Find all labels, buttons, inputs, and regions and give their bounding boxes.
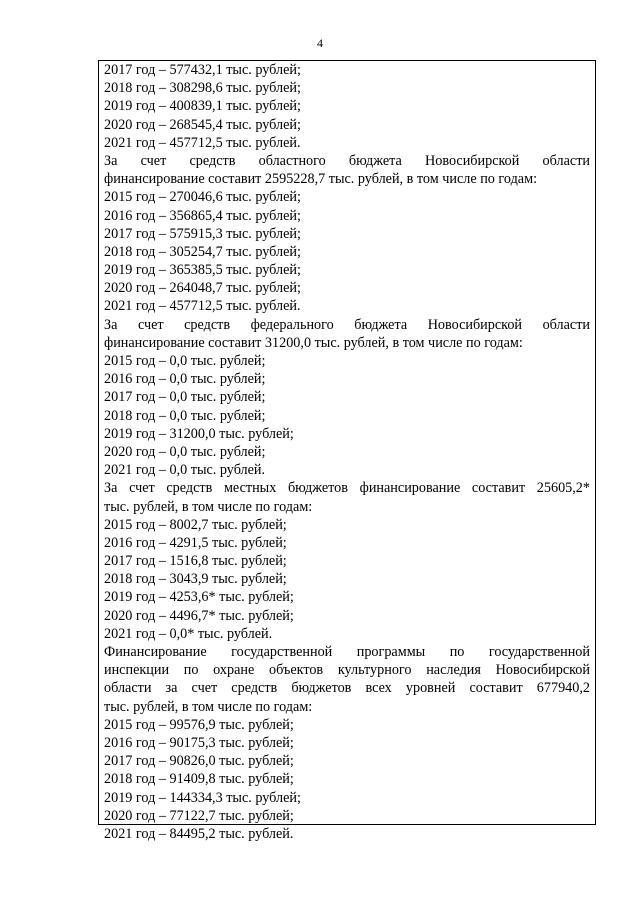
text-line: 2019 год – 144334,3 тыс. рублей; bbox=[104, 789, 301, 806]
text-line: 2018 год – 305254,7 тыс. рублей; bbox=[104, 243, 301, 260]
text-line: 2021 год – 457712,5 тыс. рублей. bbox=[104, 298, 301, 315]
text-line: инспекции по охране объектов культурного наследия Новосибирской bbox=[104, 662, 590, 679]
text-lines bbox=[104, 61, 590, 843]
page-number: 4 bbox=[317, 36, 323, 50]
text-line: 2015 год – 99576,9 тыс. рублей; bbox=[104, 716, 294, 733]
document-text-box bbox=[98, 60, 596, 842]
text-line: 2015 год – 270046,6 тыс. рублей; bbox=[104, 189, 301, 206]
text-line: 2019 год – 31200,0 тыс. рублей; bbox=[104, 425, 294, 442]
text-line: финансирование составит 31200,0 тыс. рублей, в том числе по годам: bbox=[104, 334, 523, 351]
text-line: области за счет средств бюджетов всех уровней составит 677940,2 bbox=[104, 680, 590, 697]
text-line: 2016 год – 4291,5 тыс. рублей; bbox=[104, 534, 287, 551]
text-line: 2017 год – 575915,3 тыс. рублей; bbox=[104, 225, 301, 242]
text-line: тыс. рублей, в том числе по годам: bbox=[104, 498, 313, 515]
text-line: 2016 год – 356865,4 тыс. рублей; bbox=[104, 207, 301, 224]
text-line: 2020 год – 264048,7 тыс. рублей; bbox=[104, 280, 301, 297]
text-line: 2017 год – 1516,8 тыс. рублей; bbox=[104, 553, 287, 570]
text-line: 2020 год – 4496,7* тыс. рублей; bbox=[104, 607, 294, 624]
text-line: 2018 год – 91409,8 тыс. рублей; bbox=[104, 771, 294, 788]
text-line: 2015 год – 0,0 тыс. рублей; bbox=[104, 353, 266, 369]
text-line: тыс. рублей, в том числе по годам: bbox=[104, 698, 313, 715]
text-line: 2018 год – 3043,9 тыс. рублей; bbox=[104, 571, 287, 588]
text-line: 2017 год – 90826,0 тыс. рублей; bbox=[104, 753, 294, 770]
text-line: 2019 год – 4253,6* тыс. рублей; bbox=[104, 589, 294, 606]
text-line: 2017 год – 0,0 тыс. рублей; bbox=[104, 389, 266, 406]
text-line: 2015 год – 8002,7 тыс. рублей; bbox=[104, 516, 287, 533]
text-line: 2020 год – 77122,7 тыс. рублей; bbox=[104, 807, 294, 824]
text-line: 2018 год – 0,0 тыс. рублей; bbox=[104, 407, 266, 424]
text-line: 2016 год – 90175,3 тыс. рублей; bbox=[104, 734, 294, 751]
text-line: 2018 год – 308298,6 тыс. рублей; bbox=[104, 80, 301, 97]
text-line: Финансирование государственной программы по государственной bbox=[104, 644, 590, 660]
text-line: За счет средств местных бюджетов финансирование составит 25605,2* bbox=[104, 480, 590, 497]
text-line: За счет средств областного бюджета Новосибирской области bbox=[104, 152, 590, 169]
text-line: 2017 год – 577432,1 тыс. рублей; bbox=[104, 62, 301, 78]
text-line: 2021 год – 84495,2 тыс. рублей. bbox=[104, 825, 294, 842]
text-line: финансирование составит 2595228,7 тыс. рублей, в том числе по годам: bbox=[104, 171, 538, 188]
text-line: 2021 год – 0,0* тыс. рублей. bbox=[104, 625, 273, 642]
text-line: За счет средств федерального бюджета Новосибирской области bbox=[104, 316, 590, 333]
text-line: 2016 год – 0,0 тыс. рублей; bbox=[104, 371, 266, 388]
text-line: 2021 год – 457712,5 тыс. рублей. bbox=[104, 134, 301, 151]
text-line: 2019 год – 400839,1 тыс. рублей; bbox=[104, 98, 301, 115]
text-line: 2020 год – 268545,4 тыс. рублей; bbox=[104, 116, 301, 133]
text-line: 2020 год – 0,0 тыс. рублей; bbox=[104, 443, 266, 460]
text-line: 2019 год – 365385,5 тыс. рублей; bbox=[104, 262, 301, 279]
text-line: 2021 год – 0,0 тыс. рублей. bbox=[104, 462, 266, 479]
